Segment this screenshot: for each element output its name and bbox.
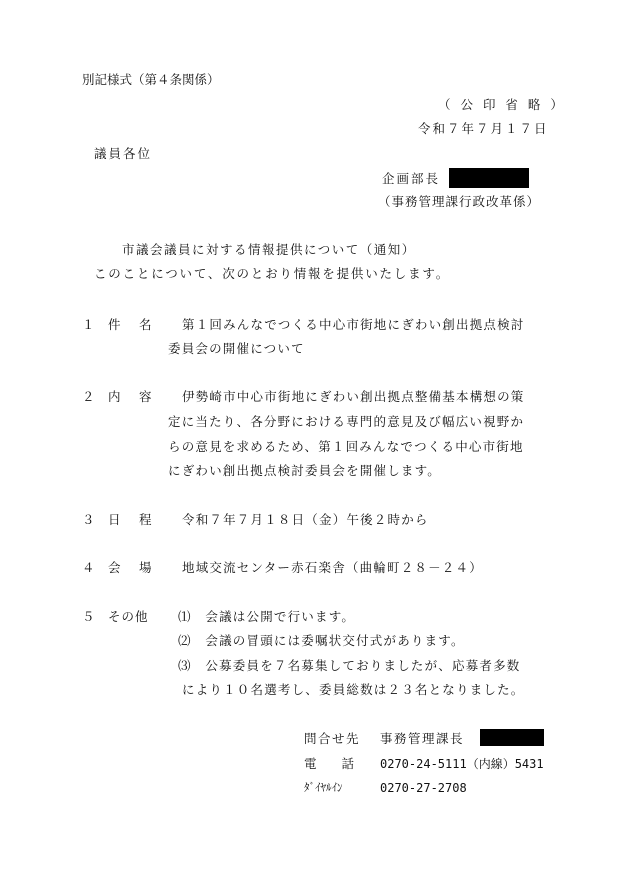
contact-label: 問合せ先 [304,731,361,746]
sender-title: 企画部長 [382,171,441,186]
recipient: 議員各位 [94,146,153,161]
item-number: ２ [82,389,95,404]
redacted-chief-name [480,729,544,746]
item-label: 件 名 [108,317,155,332]
form-label: 別記様式（第４条関係） [82,72,220,87]
contact-section-chief: 事務管理課長 [380,731,465,746]
item-line: ⑶ 公募委員を７名募集しておりましたが、応募者多数 [178,658,521,673]
item-line: ⑵ 会議の冒頭には委嘱状交付式があります。 [178,633,465,648]
item-label: 内 容 [108,389,155,404]
item-number: ３ [82,512,95,527]
item-line: 令和７年７月１８日（金）午後２時から [182,512,429,527]
seal-omitted-note: （ 公 印 省 略 ） [438,97,566,112]
item-line: により１０名選考し、委員総数は２３名となりました。 [182,682,525,697]
intro-text: このことについて、次のとおり情報を提供いたします。 [94,266,451,281]
item-label: 会 場 [108,560,155,575]
document-date: 令和７年７月１７日 [418,121,549,136]
sender-section: （事務管理課行政改革係） [378,194,541,209]
item-label: その他 [108,609,149,624]
redacted-sender-name [449,168,529,188]
item-line: らの意見を求めるため、第１回みんなでつくる中心市街地 [168,439,524,454]
item-line: ⑴ 会議は公開で行います。 [178,609,356,624]
item-line: にぎわい創出拠点検討委員会を開催します。 [168,463,442,478]
item-line: 伊勢崎市中心市街地にぎわい創出拠点整備基本構想の策 [182,389,525,404]
item-line: 地域交流センター赤石楽舎（曲輪町２８－２４） [182,560,483,575]
item-number: ４ [82,560,95,575]
item-number: ５ [82,609,95,624]
phone-label: 電 話 [304,756,355,771]
item-line: 委員会の開催について [168,341,305,356]
document-title: 市議会議員に対する情報提供について（通知） [122,242,416,257]
dial-in-number: 0270-27-2708 [380,781,467,795]
item-line: 第１回みんなでつくる中心市街地にぎわい創出拠点検討 [182,317,525,332]
item-number: １ [82,317,95,332]
item-label: 日 程 [108,512,155,527]
phone-number: 0270-24-5111（内線）5431 [380,757,544,771]
dial-in-label: ﾀﾞｲﾔﾙｲﾝ [304,781,343,794]
item-line: 定に当たり、各分野における専門的意見及び幅広い視野か [168,414,525,429]
